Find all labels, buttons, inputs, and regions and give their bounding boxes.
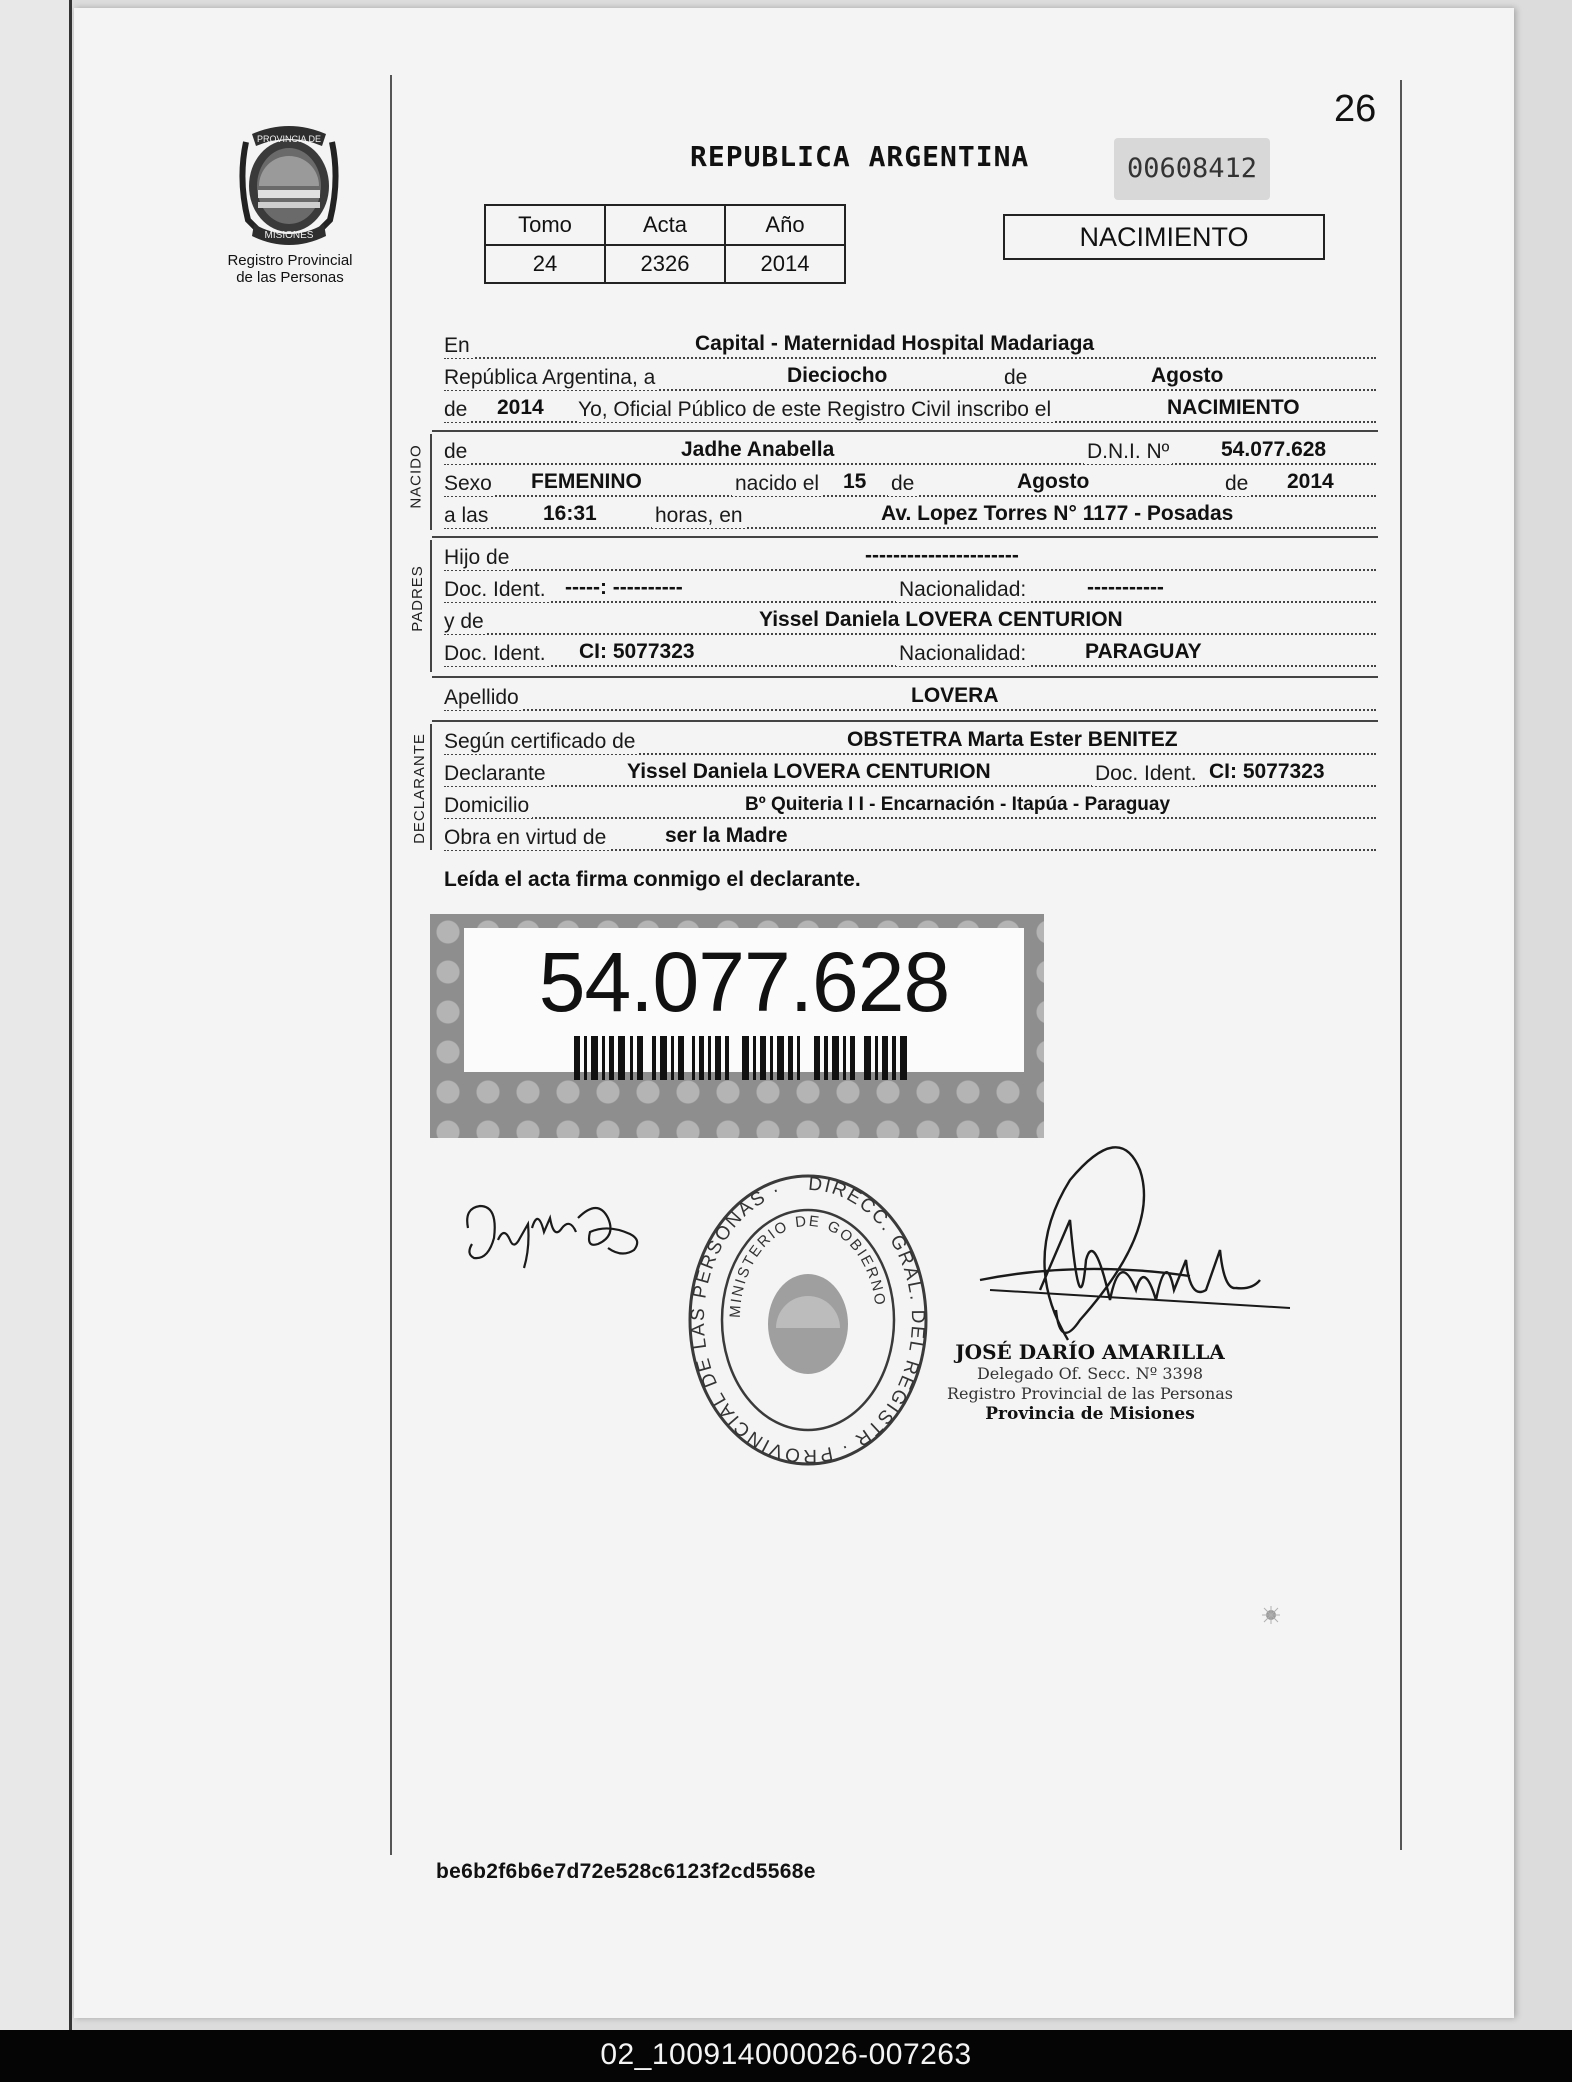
dni-label [430, 914, 1044, 1138]
scan-id: 02_100914000026-007263 [600, 2038, 972, 2071]
value-certificate: OBSTETRA Marta Ester BENITEZ [844, 728, 1181, 752]
dotted-line [444, 569, 1376, 571]
value-event: NACIMIENTO [1164, 396, 1303, 420]
label-acting: Obra en virtud de [444, 826, 609, 850]
stamp-inner-text: MINISTERIO DE GOBIERNO [726, 1212, 889, 1319]
declarant-signature [458, 1188, 648, 1278]
stamp-ring-text: DIRECC. GRAL. DEL REGISTR · PROVINCIAL DE LAS PERSONAS · [687, 1173, 929, 1467]
row-domicile [444, 790, 1376, 822]
value-birth-day: 15 [840, 470, 869, 494]
dni-label-card [464, 928, 1024, 1072]
serial-number: 00608412 [1114, 138, 1270, 200]
page-number: 26 [1334, 88, 1377, 130]
label-hours: horas, en [652, 504, 746, 528]
row-year-event [444, 394, 1376, 426]
value-father-nationality: ----------- [1084, 576, 1167, 600]
adjacent-sheet-edge [0, 0, 72, 2030]
row-certificate [444, 726, 1376, 758]
label-de: de [1004, 366, 1028, 389]
row-padres-father [444, 542, 1376, 574]
value-father: ---------------------- [862, 544, 1022, 568]
seal-bottom-text: MISIONES [264, 230, 314, 241]
value-birth-year: 2014 [1284, 470, 1337, 494]
dotted-line [444, 709, 1376, 711]
value-mother: Yissel Daniela LOVERA CENTURION [756, 608, 1126, 632]
section-label-nacido: NACIDO [407, 444, 425, 509]
label-declarant: Declarante [444, 762, 549, 786]
row-date [444, 362, 1376, 394]
value-dni: 54.077.628 [1218, 438, 1329, 462]
dotted-line [444, 357, 1376, 359]
row-padres-mother-doc [444, 638, 1376, 670]
official-name: JOSÉ DARÍO AMARILLA [955, 1340, 1225, 1364]
value-day-words: Dieciocho [784, 364, 890, 388]
section-divider [432, 720, 1378, 722]
row-padres-father-doc [444, 574, 1376, 606]
section-label-padres: PADRES [408, 565, 426, 632]
value-apellido: LOVERA [908, 684, 1002, 708]
section-bar-padres [430, 540, 432, 672]
scan-speck [1260, 1604, 1282, 1626]
official-registry: Registro Provincial de las Personas [946, 1384, 1234, 1403]
row-apellido [444, 682, 1376, 714]
label-time: a las [444, 504, 491, 528]
official-province: Provincia de Misiones [985, 1404, 1195, 1424]
value-name: Jadhe Anabella [678, 438, 837, 462]
left-margin-rule [390, 75, 392, 1855]
value-mother-doc: CI: 5077323 [576, 640, 698, 664]
section-bar-declarante [430, 724, 432, 850]
record-value-ano: 2014 [725, 245, 845, 283]
record-header-acta: Acta [605, 205, 725, 245]
label-en: En [444, 334, 473, 358]
value-declarant: Yissel Daniela LOVERA CENTURION [624, 760, 994, 784]
value-acting: ser la Madre [662, 824, 791, 848]
label-nationality: Nacionalidad: [896, 578, 1029, 602]
document-hash: be6b2f6b6e7d72e528c6123f2cd5568e [436, 1860, 816, 1883]
seal-top-text: PROVINCIA DE [256, 134, 322, 144]
value-birth-place: Av. Lopez Torres N° 1177 - Posadas [878, 502, 1236, 526]
label-apellido: Apellido [444, 686, 522, 710]
dotted-line [444, 463, 1376, 465]
row-padres-mother [444, 606, 1376, 638]
registry-caption-line1: Registro Provincial [227, 252, 353, 269]
dotted-line [444, 817, 1376, 819]
official-signature [960, 1140, 1300, 1370]
record-header-ano: Año [725, 205, 845, 245]
value-place: Capital - Maternidad Hospital Madariaga [692, 332, 1097, 356]
official-signature-block [940, 1340, 1240, 1424]
section-bar-nacido [430, 434, 432, 530]
record-value-acta: 2326 [605, 245, 725, 283]
country-title: REPUBLICA ARGENTINA [690, 140, 1030, 173]
row-declarant [444, 758, 1376, 790]
label-sex: Sexo [444, 472, 495, 496]
value-father-doc: -----: ---------- [562, 576, 686, 600]
record-table-header-row [485, 205, 845, 245]
registry-caption-line2: de las Personas [236, 269, 344, 286]
label-doc: Doc. Ident. [444, 642, 549, 666]
row-nacido-sex [444, 468, 1376, 500]
record-header-tomo: Tomo [485, 205, 605, 245]
label-dni: D.N.I. Nº [1084, 440, 1172, 464]
value-year: 2014 [494, 396, 547, 420]
dotted-line [444, 527, 1376, 529]
label-doc: Doc. Ident. [444, 578, 549, 602]
section-divider [432, 676, 1378, 678]
scan-footer-bar [0, 2030, 1572, 2082]
record-type-box: NACIMIENTO [1003, 214, 1325, 260]
official-title: Delegado Of. Secc. Nº 3398 [976, 1364, 1204, 1383]
label-de-name: de [444, 440, 470, 464]
barcode-icon [574, 1036, 914, 1080]
dotted-line [444, 785, 1376, 787]
value-time: 16:31 [540, 502, 600, 526]
value-sex: FEMENINO [528, 470, 645, 494]
section-divider [432, 430, 1378, 432]
label-de-year-birth: de [1222, 472, 1251, 496]
row-nacido-name [444, 436, 1376, 468]
value-mother-nationality: PARAGUAY [1082, 640, 1205, 664]
value-birth-month: Agosto [1014, 470, 1092, 494]
record-value-tomo: 24 [485, 245, 605, 283]
dotted-line [444, 633, 1376, 635]
row-nacido-time [444, 500, 1376, 532]
label-domicile: Domicilio [444, 794, 532, 818]
row-place [444, 330, 1376, 362]
closing-statement: Leída el acta firma conmigo el declarante. [444, 868, 861, 891]
label-born: nacido el [732, 472, 822, 496]
label-nationality: Nacionalidad: [896, 642, 1029, 666]
dni-label-number: 54.077.628 [538, 935, 950, 1029]
value-domicile: Bº Quiteria I I - Encarnación - Itapúa - Paraguay [742, 794, 1173, 816]
row-acting [444, 822, 1376, 854]
right-margin-rule [1400, 80, 1402, 1850]
label-mother: y de [444, 610, 487, 634]
label-declarant-doc: Doc. Ident. [1092, 762, 1200, 786]
label-de-year: de [444, 398, 470, 422]
section-label-declarante: DECLARANTE [410, 733, 428, 844]
record-table [484, 204, 846, 284]
registry-stamp [682, 1168, 934, 1478]
provincial-seal-icon [234, 120, 344, 250]
value-declarant-doc: CI: 5077323 [1206, 760, 1328, 784]
label-hijo: Hijo de [444, 546, 512, 570]
value-month: Agosto [1148, 364, 1226, 388]
label-certificate: Según certificado de [444, 730, 638, 754]
label-de-birth: de [888, 472, 917, 496]
record-table-value-row [485, 245, 845, 283]
section-divider [432, 536, 1378, 538]
label-officer-text: Yo, Oficial Público de este Registro Civil inscribo el [578, 398, 1054, 422]
registry-caption [210, 252, 370, 286]
label-republic: República Argentina, a [444, 366, 658, 390]
